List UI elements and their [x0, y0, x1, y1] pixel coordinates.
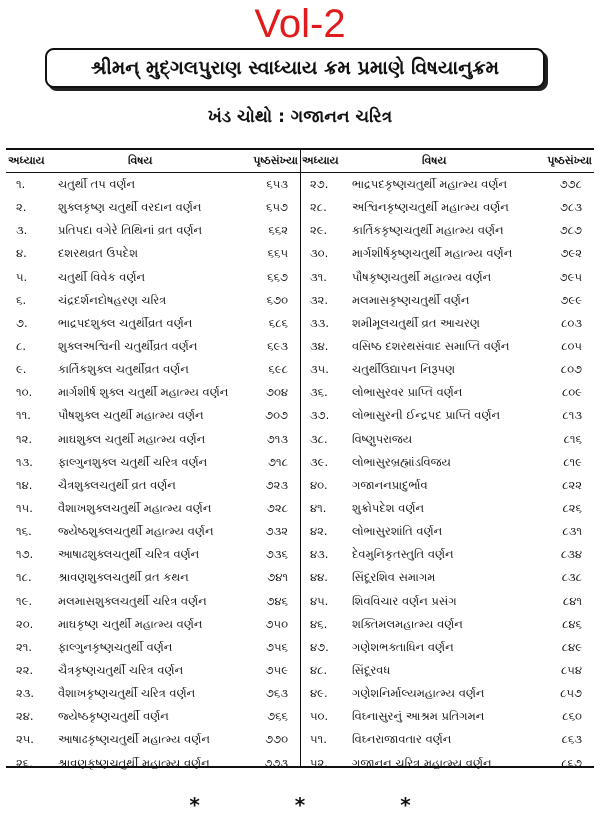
table-row [6, 289, 300, 312]
chapter-number: ૨૭. [310, 177, 329, 191]
page-number: ૭૪૧ [267, 570, 288, 585]
page-number: ૬૫૭ [266, 200, 288, 215]
table-row [300, 590, 594, 613]
chapter-number: ૧૮. [16, 570, 32, 585]
chapter-number: ૬. [16, 292, 27, 307]
right-column [300, 150, 594, 775]
chapter-number: ૧૧. [16, 408, 31, 423]
chapter-number: ૫૨. [310, 755, 328, 770]
chapter-subject: લોભાસુરબ્રહ્માંડવિજય [352, 454, 451, 469]
table-row [6, 335, 300, 358]
page-number: ૭૦૪ [265, 385, 288, 400]
page-number: ૭૧૩ [266, 431, 288, 446]
chapter-number: ૨૮. [310, 200, 327, 215]
page-number: ૭૫૯ [265, 662, 288, 677]
page-number: ૮૦૩ [561, 315, 582, 330]
table-row [6, 358, 300, 381]
page-number: ૭૫૬ [266, 639, 288, 654]
page-number: ૮૧૩ [562, 408, 582, 423]
table-row [6, 520, 300, 543]
chapter-number: ૩૧. [310, 269, 327, 284]
chapter-number: ૧૯. [16, 593, 33, 608]
table-row [6, 266, 300, 289]
table-row [300, 451, 594, 474]
page-number: ૮૨૬ [562, 500, 582, 515]
chapter-number: ૪૯. [310, 686, 328, 701]
chapter-number: ૧૬. [16, 524, 32, 539]
chapter-number: ૪૫. [310, 593, 329, 608]
table-row [6, 636, 300, 659]
page-number: ૭૩૬ [265, 547, 288, 562]
table-row [300, 173, 594, 196]
left-column [6, 150, 300, 775]
table-row [6, 451, 300, 474]
page-number: ૭૨૮ [266, 500, 288, 515]
table-row [300, 543, 594, 566]
table-row [6, 682, 300, 705]
page-number: ૮૩૮ [561, 570, 582, 585]
table-row [6, 219, 300, 242]
chapter-subject: શ્રાવણશુક્લચતુર્થી વ્રત કથન [58, 570, 189, 585]
chapter-subject: શ્રાવણકૃષ્ણચતુર્થી મહાત્મ્ય વર્ણન [58, 755, 210, 770]
table-row [6, 705, 300, 728]
chapter-number: ૨. [16, 200, 27, 215]
chapter-subject: માર્ગશીર્ષકૃષ્ણચતુર્થી મહાત્મ્ય વર્ણન [352, 246, 513, 261]
table-row [300, 728, 594, 751]
table-row [300, 335, 594, 358]
chapter-subject: શુક્લકૃષ્ણ ચતુર્થી વરદાન વર્ણન [58, 200, 202, 215]
chapter-number: ૩૯. [310, 454, 329, 469]
table-row [6, 428, 300, 451]
page-number: ૭૯૨ [560, 246, 582, 261]
chapter-subject: શક્તિમલમહાત્મ્ય વર્ણન [352, 616, 463, 631]
chapter-number: ૭. [16, 315, 28, 330]
right-header-row [300, 150, 594, 173]
chapter-number: ૧૫. [16, 500, 33, 515]
chapter-subject: ગજાનન ચરિત્ર મહાત્મ્ય વર્ણન [352, 755, 492, 770]
chapter-number: ૫૧. [310, 732, 327, 747]
page-number: ૭૧૮ [268, 454, 288, 469]
chapter-subject: ભાદ્રપદકૃષ્ણચતુર્થી મહાત્મ્ય વર્ણન [352, 177, 508, 191]
table-row [6, 312, 300, 335]
chapter-number: ૮. [16, 338, 26, 353]
chapter-subject: ચૈત્રશુક્લચતુર્થી વ્રત વર્ણન [58, 477, 176, 492]
page-number: ૮૪૧ [562, 593, 582, 608]
header-chapter: અધ્યાય [302, 154, 339, 167]
page-number: ૭૭૩ [264, 755, 288, 770]
page-number: ૭૭૮ [559, 177, 582, 191]
page-number: ૮૬૦ [562, 709, 582, 724]
header-page: પૃષ્ઠસંખ્યા [253, 154, 298, 167]
chapter-number: ૪૦. [310, 477, 328, 492]
page-number: ૬૬૫ [267, 246, 288, 261]
chapter-subject: અશ્વિનકૃષ્ણચતુર્થી મહાત્મ્ય વર્ણન [352, 200, 509, 215]
table-row [300, 289, 594, 312]
chapter-subject: માર્ગશીર્ષ શુક્લ ચતુર્થી મહાત્મ્ય વર્ણન [58, 385, 229, 400]
page-number: ૮૫૭ [560, 686, 582, 701]
page-number: ૮૪૯ [561, 639, 582, 654]
table-row [6, 752, 300, 775]
chapter-number: ૩૨. [310, 292, 329, 307]
table-row [300, 636, 594, 659]
chapter-subject: જ્યેષ્ઠશુક્લચતુર્થી મહાત્મ્ય વર્ણન [58, 524, 214, 539]
chapter-subject: પૌષકૃષ્ણચતુર્થી મહાત્મ્ય વર્ણન [352, 269, 492, 284]
page-number: ૭૨૩ [265, 477, 288, 492]
chapter-subject: વિઘ્નરાજાવતાર વર્ણન [352, 732, 452, 747]
chapter-subject: કાર્તિકકૃષ્ણચતુર્થી મહાત્મ્ય વર્ણન [352, 223, 504, 238]
chapter-subject: મલમાસશુક્લચતુર્થી ચરિત્ર વર્ણન [58, 593, 207, 608]
chapter-subject: માઘશુક્લ ચતુર્થી મહાત્મ્ય વર્ણન [58, 431, 206, 446]
page-number: ૮૬૭ [561, 755, 582, 770]
chapter-number: ૨૯. [310, 223, 328, 238]
chapter-subject: આષાઢકૃષ્ણચતુર્થી મહાત્મ્ય વર્ણન [58, 732, 210, 747]
page-number: ૮૧૬ [563, 431, 582, 446]
chapter-subject: વિઘ્નાસુરનું આશ્રમ પ્રતિગમન [352, 709, 485, 724]
right-rows [300, 173, 594, 775]
chapter-subject: વૈશાખકૃષ્ણચતુર્થી ચરિત્ર વર્ણન [58, 686, 196, 701]
chapter-number: ૪૪. [310, 570, 328, 585]
chapter-subject: શુક્લઅશ્વિની ચતુર્થીવ્રત વર્ણન [58, 338, 198, 353]
table-row [6, 613, 300, 636]
chapter-number: ૧૭. [16, 547, 34, 562]
table-row [6, 404, 300, 427]
chapter-subject: પૌષશુક્લ ચતુર્થી મહાત્મ્ય વર્ણન [58, 408, 204, 423]
table-row [6, 474, 300, 497]
chapter-number: ૩૮. [310, 431, 328, 446]
table-row [6, 497, 300, 520]
chapter-number: ૨૧. [16, 639, 33, 654]
page-number: ૭૬૩ [265, 686, 288, 701]
table-row [6, 659, 300, 682]
table-row [300, 474, 594, 497]
chapter-number: ૪૧. [310, 500, 327, 515]
chapter-subject: ભાદ્રપદશુક્લ ચતુર્થીવ્રત વર્ણન [58, 315, 193, 330]
table-row [6, 728, 300, 751]
chapter-number: ૯. [16, 362, 27, 377]
chapter-number: ૨૫. [16, 732, 34, 747]
table-row [6, 543, 300, 566]
table-row [300, 404, 594, 427]
chapter-subject: લોભાસુરશાંતિ વર્ણન [352, 524, 443, 539]
table-row [300, 242, 594, 265]
chapter-subject: ફાલ્ગુનશુક્લ ચતુર્થી ચરિત્ર વર્ણન [58, 454, 208, 469]
page-number: ૬૯૮ [268, 362, 288, 377]
page-number: ૮૦૫ [561, 338, 582, 353]
page-number: ૭૪૬ [266, 593, 288, 608]
page-number: ૮૧૯ [563, 454, 582, 469]
page-number: ૭૮૭ [559, 223, 582, 238]
chapter-number: ૩૭. [310, 408, 330, 423]
table-row [6, 196, 300, 219]
left-rows [6, 173, 300, 775]
chapter-number: ૨૬. [16, 755, 33, 770]
chapter-number: ૪૩. [310, 547, 329, 562]
table-row [300, 381, 594, 404]
chapter-number: ૩૪. [310, 338, 329, 353]
chapter-subject: પ્રતિપદા વગેરે તિથિનાં વ્રત વર્ણન [58, 223, 203, 238]
table-row [300, 428, 594, 451]
header-subject: વિષય [128, 154, 153, 167]
chapter-number: ૨૪. [16, 709, 34, 724]
contents-table [6, 148, 594, 768]
chapter-subject: ગણેશનિર્માલ્યમહાત્મ્ય વર્ણન [352, 686, 485, 701]
chapter-subject: મલમાસકૃષ્ણચતુર્થી વર્ણન [352, 292, 470, 307]
table-row [300, 358, 594, 381]
chapter-number: ૫૦. [310, 709, 329, 724]
page-number: ૮૪૬ [562, 616, 582, 631]
chapter-subject: ફાલ્ગુનકૃષ્ણચતુર્થી વર્ણન [58, 639, 173, 654]
table-row [6, 590, 300, 613]
page-number: ૮૩૧ [562, 524, 582, 539]
header-page: પૃષ્ઠસંખ્યા [547, 154, 592, 167]
chapter-number: ૨૨. [16, 662, 34, 677]
table-row [300, 613, 594, 636]
title-banner [45, 48, 545, 88]
page-number: ૮૨૨ [562, 477, 582, 492]
page-number: ૭૦૭ [265, 408, 288, 423]
page-number: ૭૫૦ [265, 616, 288, 631]
table-row [300, 266, 594, 289]
left-header-row [6, 150, 300, 173]
table-row [300, 566, 594, 589]
chapter-number: ૩. [16, 223, 28, 238]
chapter-number: ૪૮. [310, 662, 328, 677]
page-number: ૭૭૦ [265, 732, 288, 747]
chapter-subject: વૈશાખશુક્લચતુર્થી મહાત્મ્ય વર્ણન [58, 500, 212, 515]
chapter-subject: ચતુર્થીઉદ્યાપન નિરૂપણ [352, 362, 456, 377]
chapter-subject: જ્યેષ્ઠકૃષ્ણચતુર્થી વર્ણન [58, 709, 169, 724]
page-number: ૬૬૭ [267, 269, 288, 284]
table-row [300, 219, 594, 242]
chapter-number: ૩૦. [310, 246, 329, 261]
chapter-subject: આષાઢશુક્લચતુર્થી ચરિત્ર વર્ણન [58, 547, 200, 562]
chapter-subject: શમીમૂલચતુર્થી વ્રત આચરણ [352, 315, 480, 330]
chapter-number: ૨૦. [16, 616, 34, 631]
chapter-subject: વિષ્ણુપરાજય [352, 431, 413, 446]
page-number: ૮૩૪ [560, 547, 582, 562]
chapter-number: ૨૩. [16, 686, 35, 701]
chapter-number: ૧. [16, 177, 26, 191]
chapter-number: ૧૩. [16, 454, 33, 469]
page-number: ૭૯૫ [559, 269, 582, 284]
chapter-subject: ચતુર્થી તપ વર્ણન [58, 177, 136, 191]
page-number: ૮૫૪ [560, 662, 582, 677]
table-row [300, 752, 594, 775]
page-number: ૭૬૬ [267, 709, 288, 724]
footer-stars: * * * [189, 793, 455, 817]
section-title: ખંડ ચોથો : ગજાનન ચરિત્ર [207, 107, 393, 127]
table-row [300, 705, 594, 728]
page-number: ૮૬૩ [561, 732, 582, 747]
chapter-number: ૧૪. [16, 477, 33, 492]
chapter-number: ૩૬. [310, 385, 328, 400]
page-number: ૭૮૩ [560, 200, 582, 215]
page-number: ૭૩૨ [265, 524, 288, 539]
chapter-number: ૪. [16, 246, 27, 261]
table-row [6, 381, 300, 404]
table-row [6, 242, 300, 265]
chapter-number: ૩૩. [310, 315, 329, 330]
chapter-subject: ચંદ્રદર્શનદોષહરણ ચરિત્ર [58, 292, 167, 307]
chapter-subject: ચતુર્થી વિવેક વર્ણન [58, 269, 146, 284]
table-row [300, 520, 594, 543]
table-row [6, 173, 300, 196]
banner-title: શ્રીમન્ મુદ્ગલપુરાણ સ્વાધ્યાય ક્રમ પ્રમાણે વિષયાનુક્રમ [90, 57, 500, 79]
chapter-subject: સિંદૂરવધ [352, 662, 391, 677]
chapter-number: ૫. [16, 269, 28, 284]
chapter-subject: શુક્રોપદેશ વર્ણન [352, 500, 425, 515]
table-row [300, 682, 594, 705]
chapter-subject: શિવવિચાર વર્ણન પ્રસંગ [352, 593, 457, 608]
chapter-subject: લોભાસુરવર પ્રાપ્તિ વર્ણન [352, 385, 463, 400]
chapter-subject: માઘકૃષ્ણ ચતુર્થી મહાત્મ્ય વર્ણન [58, 616, 203, 631]
page-number: ૬૫૩ [266, 177, 288, 191]
header-subject: વિષય [422, 154, 447, 167]
page-number: ૬૬૨ [268, 223, 288, 238]
chapter-number: ૧૦. [16, 385, 33, 400]
table-row [300, 196, 594, 219]
chapter-subject: દેવમુનિકૃતસ્તુતિ વર્ણન [352, 547, 454, 562]
table-row [300, 497, 594, 520]
page-number: ૭૯૯ [560, 292, 582, 307]
table-row [300, 312, 594, 335]
page-number: ૬૮૬ [268, 315, 288, 330]
header-chapter: અધ્યાય [8, 154, 45, 167]
chapter-number: ૪૭. [310, 639, 329, 654]
page-number: ૬૯૩ [267, 338, 288, 353]
chapter-subject: ગજાનનપ્રાદુર્ભાવ [352, 477, 428, 492]
table-row [6, 566, 300, 589]
table-row [300, 659, 594, 682]
page-number: ૬૭૦ [266, 292, 288, 307]
chapter-number: ૪૨. [310, 524, 328, 539]
chapter-subject: ગણેશભક્તાધિન વર્ણન [352, 639, 454, 654]
volume-label: Vol-2 [254, 2, 346, 46]
chapter-subject: સિંદૂરશિવ સમાગમ [352, 570, 436, 585]
chapter-number: ૧૨. [16, 431, 33, 446]
chapter-subject: લોભાસુરની ઈન્દ્રપદ પ્રાપ્તિ વર્ણન [352, 408, 501, 423]
chapter-number: ૩૫. [310, 362, 329, 377]
page-number: ૮૦૯ [561, 385, 582, 400]
page-number: ૮૦૭ [560, 362, 582, 377]
chapter-subject: ચૈત્રકૃષ્ણચતુર્થી ચરિત્ર વર્ણન [58, 662, 184, 677]
chapter-subject: વસિષ્ઠ દશરથસંવાદ સમાપ્તિ વર્ણન [352, 338, 510, 353]
chapter-subject: કાર્તિકશુક્લ ચતુર્થીવ્રત વર્ણન [58, 362, 189, 377]
chapter-subject: દશરથવ્રત ઉપદેશ [58, 246, 138, 261]
chapter-number: ૪૬. [310, 616, 328, 631]
